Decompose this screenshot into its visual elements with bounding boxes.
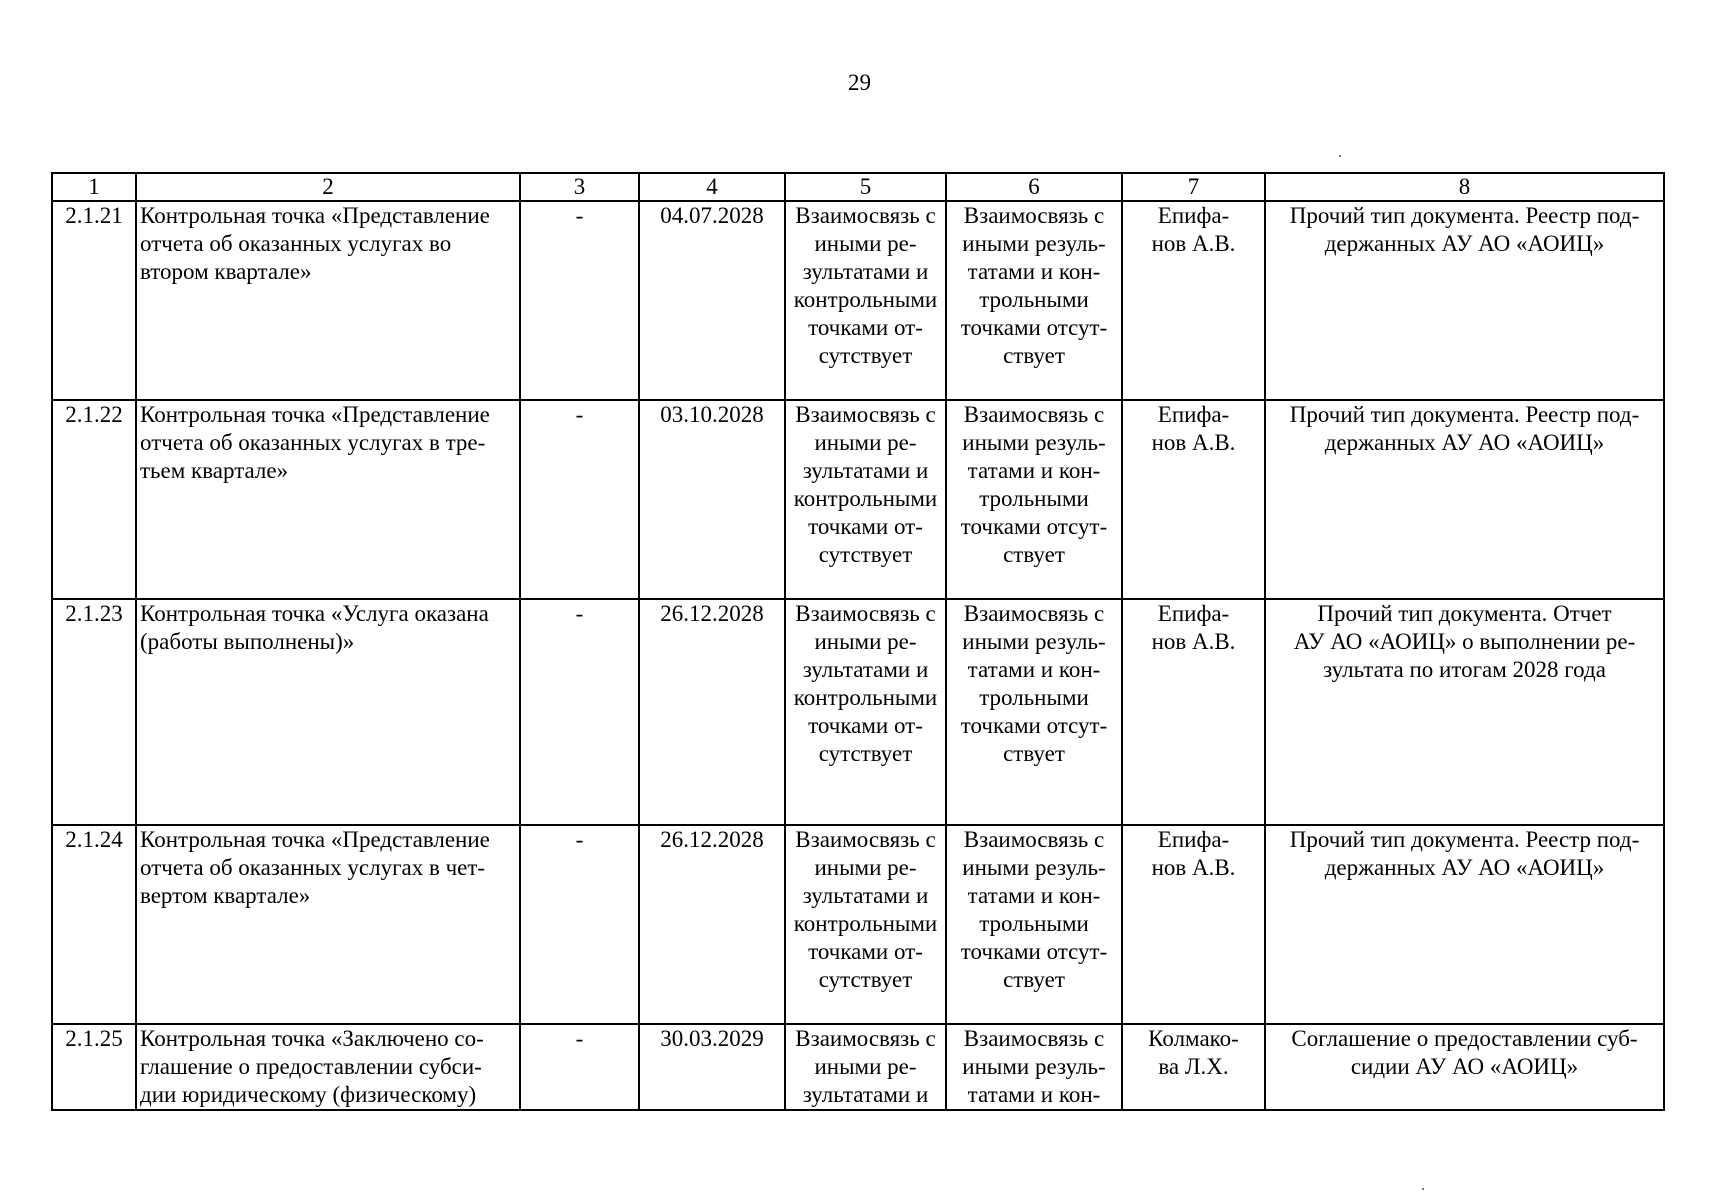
responsible-person: Епифа- нов А.В.: [1122, 400, 1265, 599]
row-number: 2.1.21: [52, 201, 136, 400]
responsible-person: Епифа- нов А.В.: [1122, 825, 1265, 1024]
relation-col6: Взаимосвязь с иными резуль- татами и кон- трольными точками отсут- ствует: [946, 825, 1122, 1024]
page-number: 29: [848, 70, 871, 95]
relation-col5: Взаимосвязь с иными ре- зультатами и контрольными точками от- сутствует: [785, 825, 946, 1024]
relation-col5: Взаимосвязь с иными ре- зультатами и контрольными точками от- сутствует: [785, 400, 946, 599]
relation-col5: Взаимосвязь с иными ре- зультатами и: [785, 1024, 946, 1110]
row-number: 2.1.25: [52, 1024, 136, 1110]
relation-col5: Взаимосвязь с иными ре- зультатами и контрольными точками от- сутствует: [785, 201, 946, 400]
deadline-date: 03.10.2028: [639, 400, 785, 599]
document-type: Прочий тип документа. Отчет АУ АО «АОИЦ» о выполнении ре- зультата по итогам 2028 года: [1265, 599, 1664, 825]
scan-speck: [1422, 1188, 1424, 1190]
relation-col6: Взаимосвязь с иными резуль- татами и кон-: [946, 1024, 1122, 1110]
row-number: 2.1.24: [52, 825, 136, 1024]
deadline-date: 26.12.2028: [639, 599, 785, 825]
table-row: [52, 1024, 1664, 1110]
column-3-value: -: [520, 201, 639, 400]
control-point-name: Контрольная точка «Представление отчета об оказанных услугах в тре- тьем квартале»: [136, 400, 520, 599]
deadline-date: 04.07.2028: [639, 201, 785, 400]
header-cell: 8: [1265, 173, 1664, 201]
document-table: [51, 172, 1665, 1111]
relation-col6: Взаимосвязь с иными резуль- татами и кон- трольными точками отсут- ствует: [946, 599, 1122, 825]
responsible-person: Епифа- нов А.В.: [1122, 599, 1265, 825]
table-row: [52, 599, 1664, 825]
responsible-person: Епифа- нов А.В.: [1122, 201, 1265, 400]
document-type: Прочий тип документа. Реестр под- держанных АУ АО «АОИЦ»: [1265, 825, 1664, 1024]
header-cell: 1: [52, 173, 136, 201]
header-cell: 3: [520, 173, 639, 201]
header-cell: 2: [136, 173, 520, 201]
column-3-value: -: [520, 400, 639, 599]
column-3-value: -: [520, 1024, 639, 1110]
header-cell: 4: [639, 173, 785, 201]
row-number: 2.1.22: [52, 400, 136, 599]
responsible-person: Колмако- ва Л.Х.: [1122, 1024, 1265, 1110]
header-cell: 6: [946, 173, 1122, 201]
header-cell: 7: [1122, 173, 1265, 201]
table-header-row: [52, 173, 1664, 201]
column-3-value: -: [520, 825, 639, 1024]
scan-speck: [1339, 155, 1341, 157]
column-3-value: -: [520, 599, 639, 825]
document-type: Прочий тип документа. Реестр под- держанных АУ АО «АОИЦ»: [1265, 400, 1664, 599]
control-point-name: Контрольная точка «Представление отчета об оказанных услугах в чет- вертом квартале»: [136, 825, 520, 1024]
control-point-name: Контрольная точка «Заключено со- глашение о предоставлении субси- дии юридическому (физическому): [136, 1024, 520, 1110]
deadline-date: 30.03.2029: [639, 1024, 785, 1110]
relation-col6: Взаимосвязь с иными резуль- татами и кон- трольными точками отсут- ствует: [946, 201, 1122, 400]
table-row: [52, 201, 1664, 400]
relation-col6: Взаимосвязь с иными резуль- татами и кон- трольными точками отсут- ствует: [946, 400, 1122, 599]
deadline-date: 26.12.2028: [639, 825, 785, 1024]
control-point-name: Контрольная точка «Представление отчета об оказанных услугах во втором квартале»: [136, 201, 520, 400]
document-type: Прочий тип документа. Реестр под- держанных АУ АО «АОИЦ»: [1265, 201, 1664, 400]
table-row: [52, 400, 1664, 599]
header-cell: 5: [785, 173, 946, 201]
table-row: [52, 825, 1664, 1024]
control-point-name: Контрольная точка «Услуга оказана (работы выполнены)»: [136, 599, 520, 825]
document-type: Соглашение о предоставлении суб- сидии АУ АО «АОИЦ»: [1265, 1024, 1664, 1110]
row-number: 2.1.23: [52, 599, 136, 825]
relation-col5: Взаимосвязь с иными ре- зультатами и контрольными точками от- сутствует: [785, 599, 946, 825]
